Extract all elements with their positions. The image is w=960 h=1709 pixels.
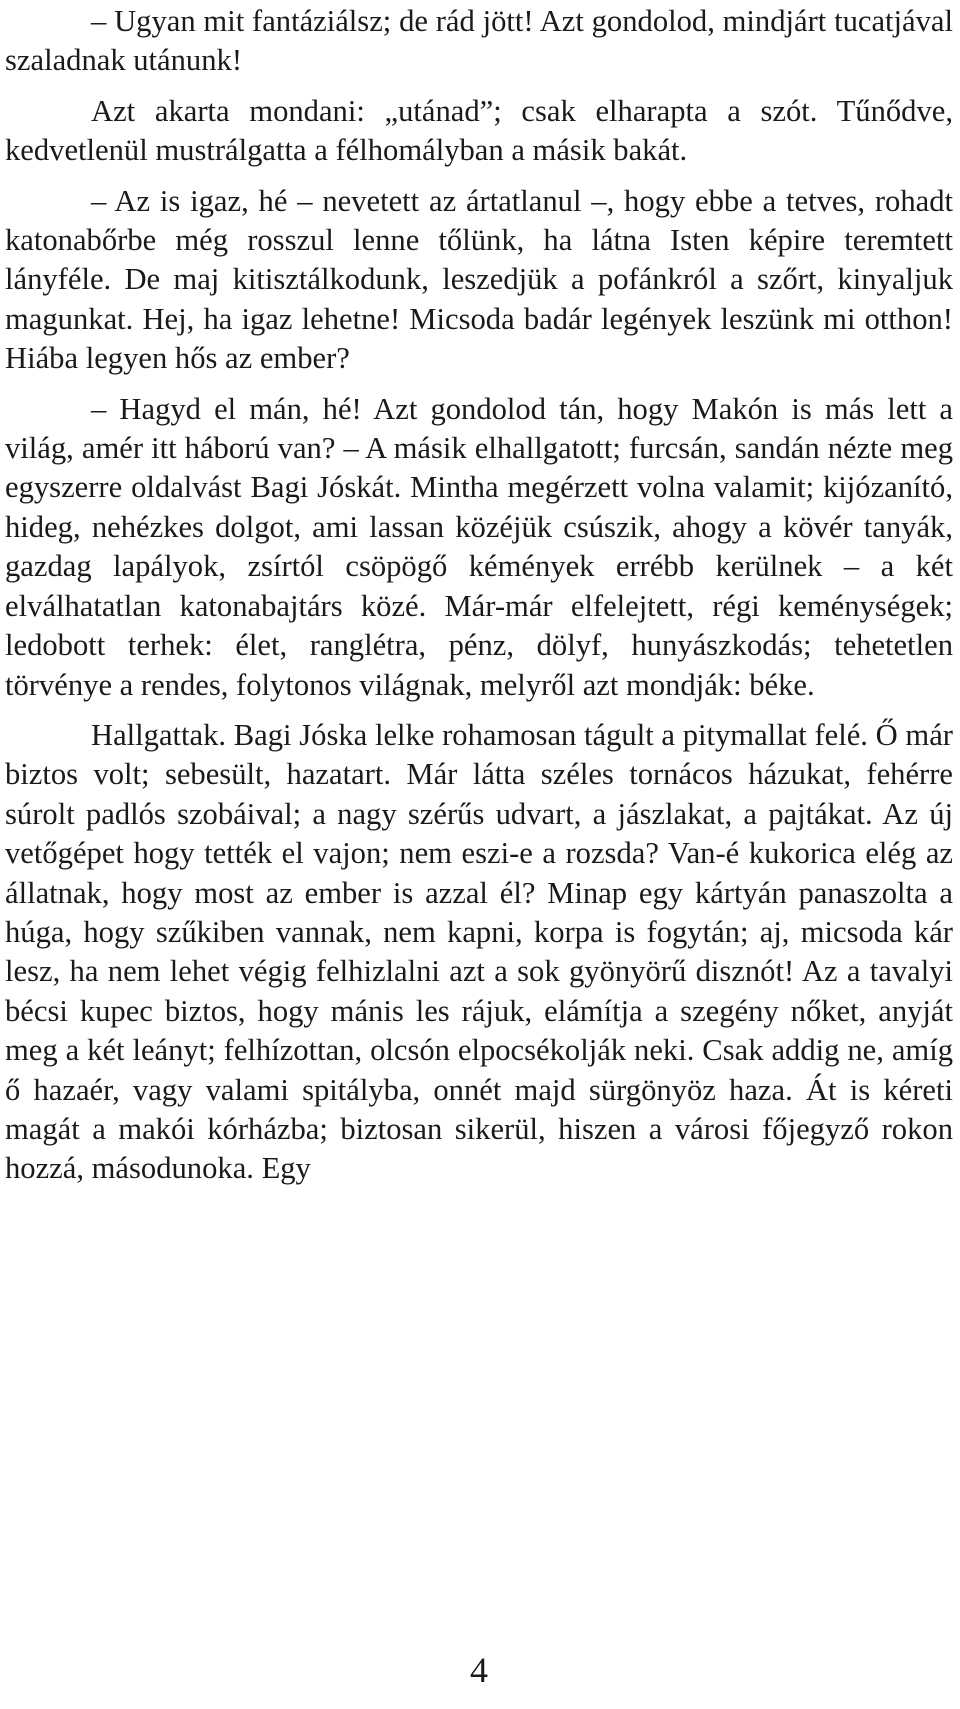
paragraph-1: – Ugyan mit fantáziálsz; de rád jött! Azt gondolod, mindjárt tucatjával szaladnak utánunk! (5, 4, 953, 78)
paragraph-2: Azt akarta mondani: „utánad”; csak elharapta a szót. Tűnődve, kedvetlenül mustrálgatta a félhomályban a másik bakát. (5, 93, 953, 168)
book-page (5, 0, 953, 1709)
page-number: 4 (470, 1650, 488, 1690)
paragraph-4: – Hagyd el mán, hé! Azt gondolod tán, hogy Makón is más lett a világ, amér itt háború van? – A másik elhallgatott; furcsán, sandán nézte meg egyszerre oldalvást Bagi Jóskát. Mintha megérzett volna valamit; kijózanító, hideg, nehézkes dolgot, ami lassan közéjük csúszik, ahogy a kövér tanyák, gazdag lapályok, zsírtól csöpögő kémények errébb kerülnek – a két elválhatatlan katonabajtárs közé. Már-már elfelejtett, régi keménységek; ledobott terhek: élet, ranglétra, pénz, dölyf, hunyászkodás; tehetetlen törvénye a rendes, folytonos világnak, melyről azt mondják: béke. (5, 391, 953, 702)
paragraph-5: Hallgattak. Bagi Jóska lelke rohamosan tágult a pitymallat felé. Ő már biztos volt; sebesült, hazatart. Már látta széles tornácos házukat, fehérre súrolt padlós szobáival; a nagy szérűs udvart, a jászlakat, a pajtákat. Az új vetőgépet hogy tették el vajon; nem eszi-e a rozsda? Van-é kukorica elég az állatnak, hogy most az ember is azzal él? Minap egy kártyán panaszolta a húga, hogy szűkiben vannak, nem kapni, korpa is fogytán; aj, micsoda kár lesz, ha nem lehet végig felhizlalni azt a sok gyönyörű disznót! Az a tavalyi bécsi kupec biztos, hogy mánis les rájuk, elámítja a szegény nőket, anyját meg a két leányt; felhízottan, olcsón elpocsékolják neki. Csak addig ne, amíg ő hazaér, vagy valami spitályba, onnét majd sürgönyöz haza. Át is kéreti magát a makói kórházba; biztosan sikerül, hiszen a városi főjegyző rokon hozzá, másodunoka. Egy (5, 717, 953, 1186)
body-text (5, 2, 953, 1189)
paragraph-3: – Az is igaz, hé – nevetett az ártatlanul –, hogy ebbe a tetves, rohadt katonabőrbe még rosszul lenne tőlünk, ha látna Isten képire teremtett lányféle. De maj kitisztálkodunk, leszedjük a pofánkról a szőrt, kinyaljuk magunkat. Hej, ha igaz lehetne! Micsoda badár legények leszünk mi otthon! Hiába legyen hős az ember? (5, 183, 953, 376)
